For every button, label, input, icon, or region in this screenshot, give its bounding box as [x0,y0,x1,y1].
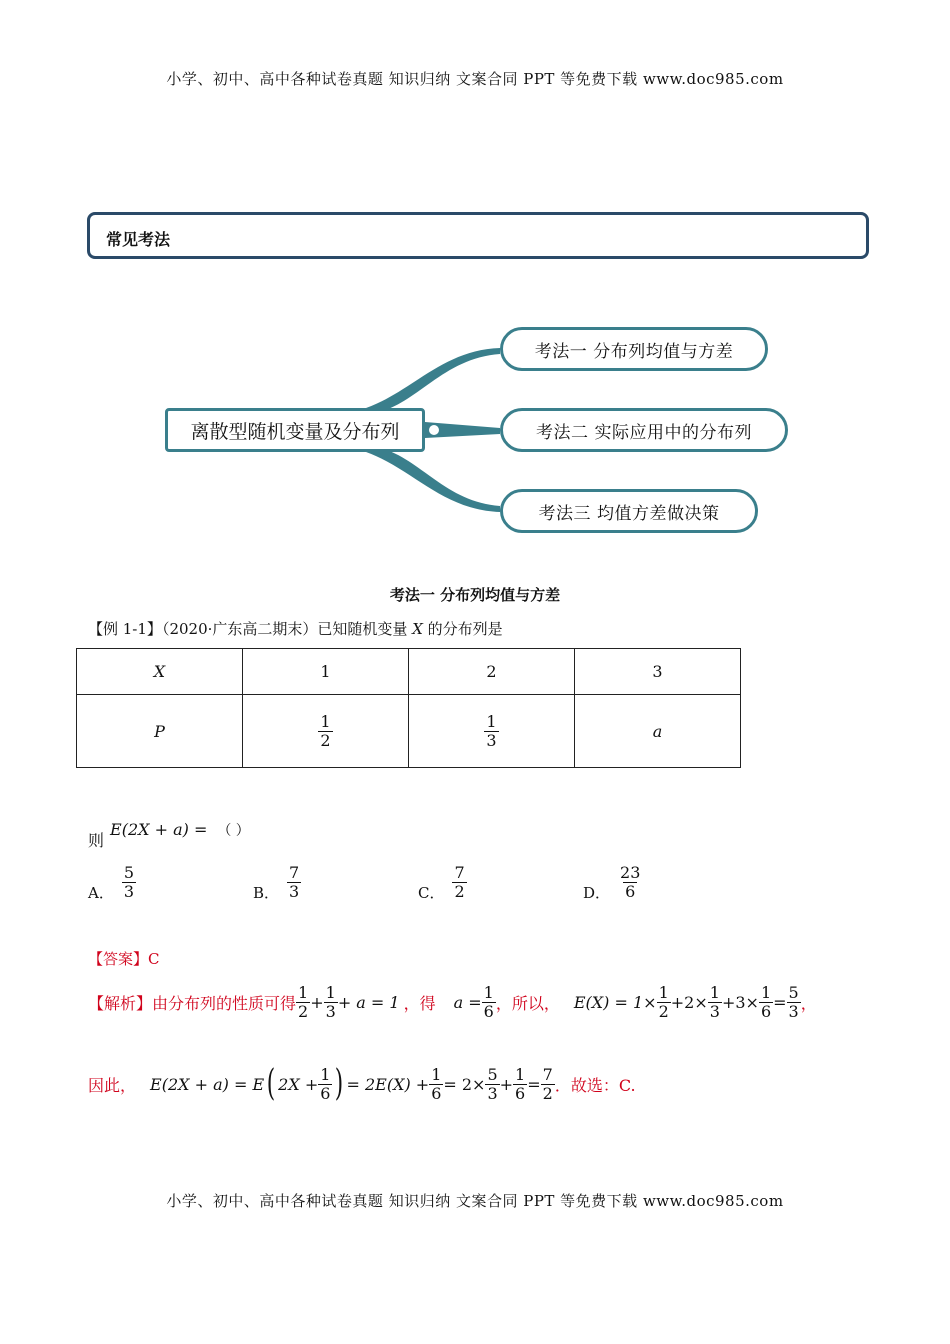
analysis-tag: 【解析】 [88,993,153,1013]
fraction: $\frac{1}{3}$ [325,983,336,1021]
option-d[interactable] [583,862,642,903]
option-label: A． [88,884,114,902]
table-row [77,695,741,768]
answer-value: C [148,950,160,968]
answer-line [88,948,160,969]
mindmap-connectors [0,0,950,600]
option-label: C． [418,884,445,902]
fraction: $\frac{1}{3}$ [486,711,497,750]
fraction: $\frac{1}{2}$ [320,711,331,750]
fraction: $\frac{23}{6}$ [620,863,641,901]
table-row [77,649,741,695]
page-footer: 小学、初中、高中各种试卷真题 知识归纳 文案合同 PPT 等免费下载 www.doc985.com [166,1192,784,1210]
answer-tag: 【答案】 [88,950,149,968]
section-heading: 考法一 分布列均值与方差 [389,586,561,604]
analysis-text: ，所以， [495,993,560,1013]
option-c[interactable] [418,862,467,903]
option-label: D． [583,884,611,902]
table-cell: 3 [575,649,741,695]
option-a[interactable] [88,862,136,903]
example-text-after: 的分布列是 [427,620,503,638]
table-cell [409,695,575,768]
example-tag: 【例 1-1】 [88,620,162,638]
table-cell [243,695,409,768]
fraction: $\frac{5}{3}$ [487,1065,498,1103]
option-label: B． [253,884,280,902]
example-variable: X [412,620,423,638]
fraction: $\frac{1}{2}$ [658,983,669,1021]
mindmap-branch-3: 考法三 均值方差做决策 [500,489,758,533]
fraction: $\frac{7}{2}$ [542,1065,553,1103]
mindmap-branch-2: 考法二 实际应用中的分布列 [500,408,788,452]
question-prefix: 则 [88,831,105,850]
fraction: $\frac{1}{6}$ [431,1065,442,1103]
section-box-title: 常见考法 [106,230,171,249]
page-header: 小学、初中、高中各种试卷真题 知识归纳 文案合同 PPT 等免费下载 www.doc985.com [166,70,784,88]
analysis-text: 由分布列的性质可得 [152,993,297,1013]
fraction: $\frac{5}{3}$ [788,983,799,1021]
analysis-text: 因此， [88,1075,137,1095]
analysis-text: ，得 [403,993,436,1013]
option-b[interactable] [253,862,301,903]
analysis-text: ， [800,993,817,1013]
fraction: $\frac{1}{6}$ [515,1065,526,1103]
analysis-text: ．故选：C. [554,1075,636,1095]
question-blank: （ ） [217,822,250,839]
fraction: $\frac{1}{2}$ [298,983,309,1021]
fraction: $\frac{1}{3}$ [709,983,720,1021]
analysis-line-2: 因此， E(2X + a) = E ( 2X + $\frac{1}{6}$ ) = 2E(X) + $\frac{1}{6}$ = 2× $\frac{5}{3}$ + $\frac{1}{6}$ = $\frac{7}{2}$ ．故选：C. [88,1063,636,1105]
table-cell: X [77,649,243,695]
fraction: $\frac{7}{2}$ [454,863,465,901]
analysis-line-1: 【解析】 由分布列的性质可得 $\frac{1}{2}$ + $\frac{1}{3}$ + a = 1 ，得 a = $\frac{1}{6}$ ，所以， E(X) = 1× $\frac{1}{2}$ +2× $\frac{1}{3}$ +3× $\frac{1}{6}$ = $\frac{5}{3}$ ， [88,983,817,1021]
table-cell: a [575,695,741,768]
fraction: $\frac{5}{3}$ [123,863,135,901]
distribution-table [76,648,741,768]
question-line [88,808,250,851]
example-text-before: 已知随机变量 [317,620,408,638]
fraction: $\frac{1}{6}$ [760,983,772,1021]
mindmap-root: 离散型随机变量及分布列 [165,408,425,452]
example-source: （2020·广东高二期末） [161,620,318,638]
example-prompt [88,618,503,639]
fraction: $\frac{1}{6}$ [320,1065,331,1103]
table-cell: P [77,695,243,768]
fraction: $\frac{1}{6}$ [483,983,494,1021]
fraction: $\frac{7}{3}$ [289,863,300,901]
question-expression: E(2X + a) = [110,820,208,839]
table-cell: 1 [243,649,409,695]
mindmap-branch-1: 考法一 分布列均值与方差 [500,327,768,371]
table-cell: 2 [409,649,575,695]
